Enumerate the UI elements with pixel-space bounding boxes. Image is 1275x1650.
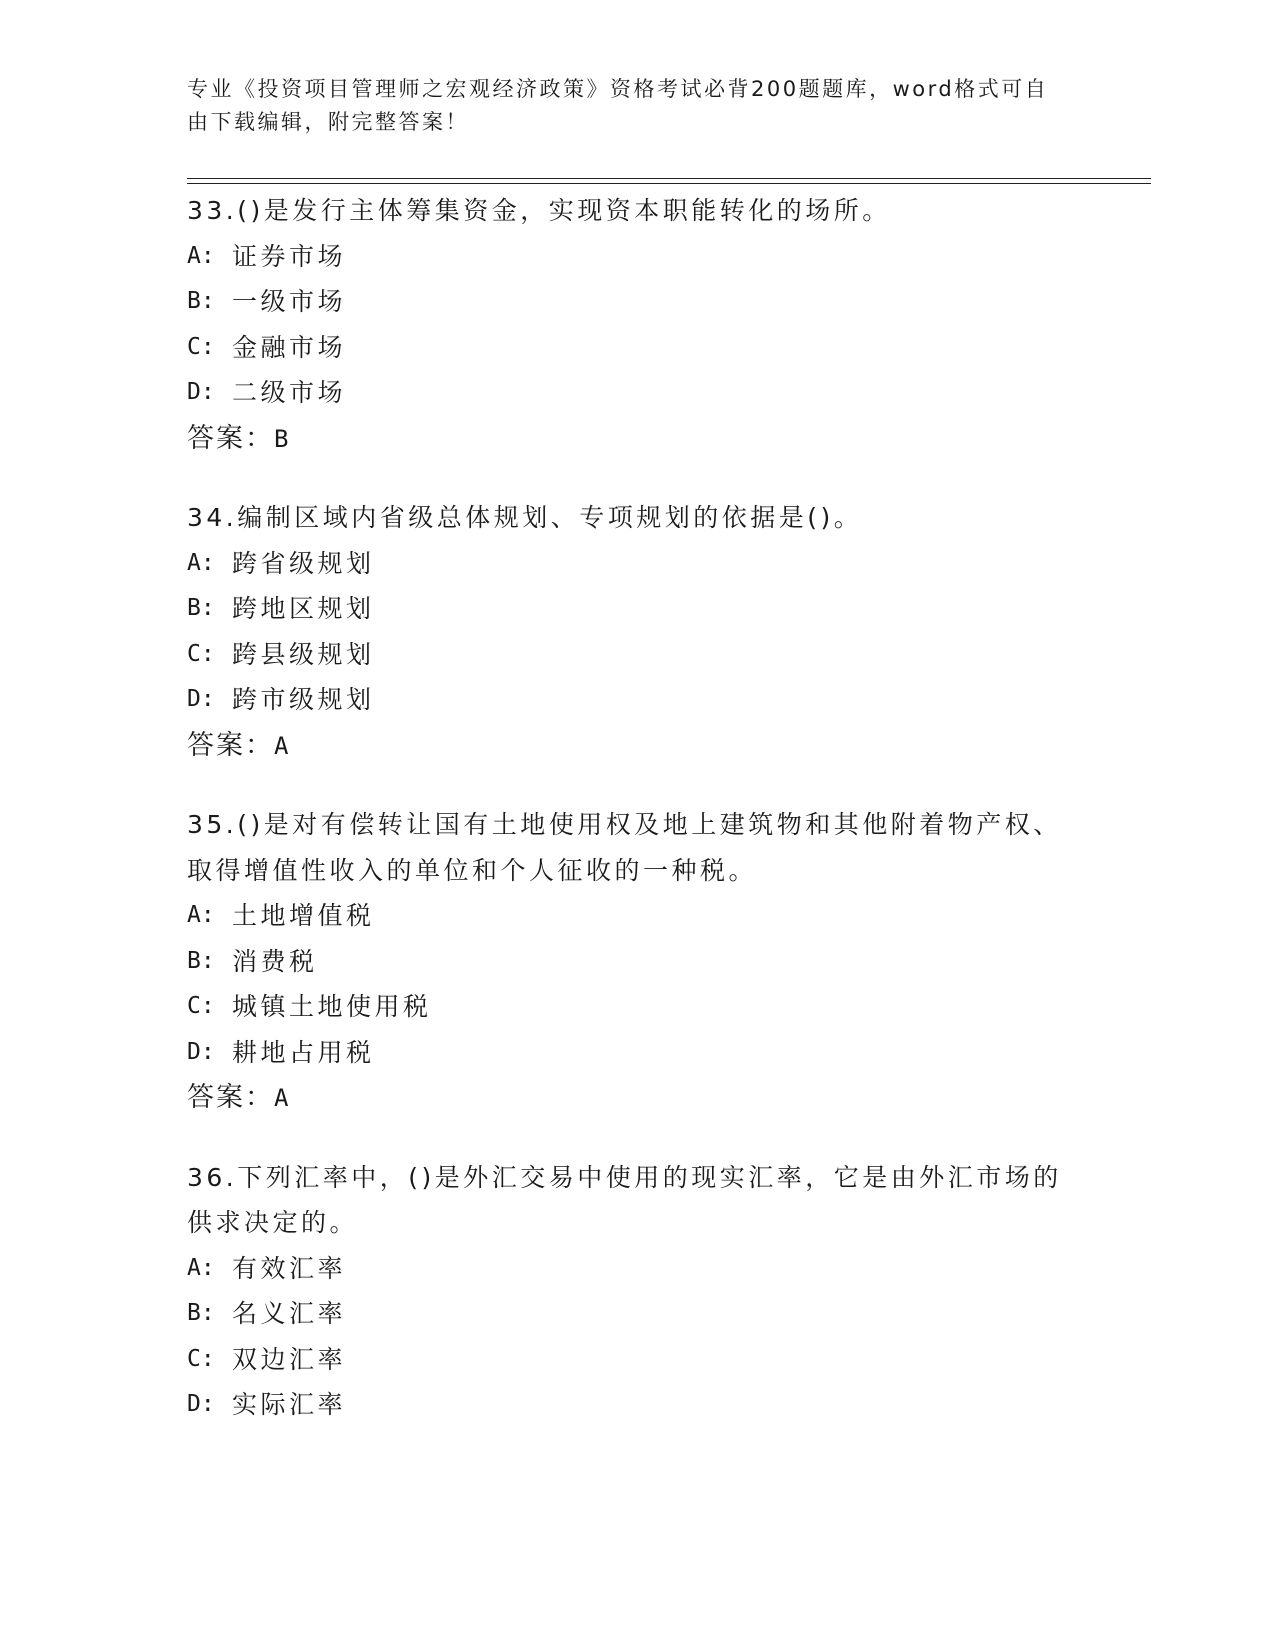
question-list (187, 188, 1087, 1461)
option-letter: A: (187, 242, 215, 269)
option-a (187, 893, 1087, 939)
answer-label: 答案： (187, 729, 274, 761)
option-text: 一级市场 (232, 287, 347, 316)
option-c (187, 325, 1087, 371)
option-letter: A: (187, 1254, 215, 1281)
option-text: 耕地占用税 (232, 1037, 375, 1067)
option-letter: A: (187, 902, 215, 928)
option-b (187, 586, 1087, 632)
option-text: 名义汇率 (232, 1299, 347, 1328)
option-a (187, 541, 1087, 587)
answer-value: B (274, 424, 291, 453)
option-text: 跨县级规划 (232, 639, 375, 669)
header-divider-bottom (187, 183, 1151, 184)
option-d (187, 370, 1087, 416)
question-35 (187, 802, 1087, 1122)
option-a (187, 234, 1087, 280)
option-text: 证券市场 (232, 241, 347, 271)
document-header: 专业《投资项目管理师之宏观经济政策》资格考试必背200题题库，word格式可自由下载编辑，附完整答案！ (187, 77, 1049, 134)
option-letter: A: (187, 549, 215, 576)
option-b (187, 279, 1087, 325)
header-divider-top (187, 178, 1151, 179)
option-letter: B: (187, 1300, 215, 1326)
question-stem: 35.()是对有偿转让国有土地使用权及地上建筑物和其他附着物产权、取得增值性收入的单位和个人征收的一种税。 (187, 810, 1062, 885)
option-text: 消费税 (232, 946, 318, 976)
answer-line (187, 416, 1087, 463)
option-text: 跨地区规划 (232, 594, 375, 623)
answer-value: A (274, 731, 291, 760)
option-d (187, 677, 1087, 723)
option-letter: B: (187, 288, 215, 314)
option-letter: D: (187, 1038, 215, 1065)
option-text: 土地增值税 (232, 901, 375, 930)
option-letter: C: (187, 333, 215, 360)
answer-value: A (274, 1084, 291, 1112)
option-letter: D: (187, 1391, 215, 1417)
option-letter: D: (187, 686, 215, 712)
option-text: 实际汇率 (232, 1390, 347, 1419)
option-text: 城镇土地使用税 (232, 992, 432, 1021)
option-text: 二级市场 (232, 378, 347, 407)
question-36 (187, 1155, 1087, 1428)
option-c (187, 632, 1087, 678)
answer-line (187, 1075, 1087, 1122)
question-33 (187, 188, 1087, 462)
option-b (187, 1291, 1087, 1337)
option-c (187, 1337, 1087, 1383)
option-letter: B: (187, 595, 215, 621)
option-text: 有效汇率 (232, 1253, 347, 1283)
option-b (187, 939, 1087, 985)
option-text: 跨省级规划 (232, 548, 375, 578)
option-d (187, 1382, 1087, 1428)
option-c (187, 984, 1087, 1030)
option-text: 跨市级规划 (232, 685, 375, 714)
option-d (187, 1030, 1087, 1076)
answer-label: 答案： (187, 1082, 274, 1113)
option-text: 金融市场 (232, 332, 347, 362)
question-stem: 33.()是发行主体筹集资金，实现资本职能转化的场所。 (187, 196, 891, 225)
option-letter: C: (187, 993, 215, 1019)
option-letter: C: (187, 1345, 215, 1372)
answer-label: 答案： (187, 422, 274, 454)
option-letter: C: (187, 640, 215, 667)
option-letter: B: (187, 947, 215, 974)
question-stem: 36.下列汇率中，()是外汇交易中使用的现实汇率，它是由外汇市场的供求决定的。 (187, 1162, 1062, 1237)
answer-line (187, 723, 1087, 770)
question-stem: 34.编制区域内省级总体规划、专项规划的依据是()。 (187, 503, 863, 532)
question-34 (187, 495, 1087, 769)
option-letter: D: (187, 379, 215, 405)
option-text: 双边汇率 (232, 1344, 347, 1374)
option-a (187, 1246, 1087, 1292)
